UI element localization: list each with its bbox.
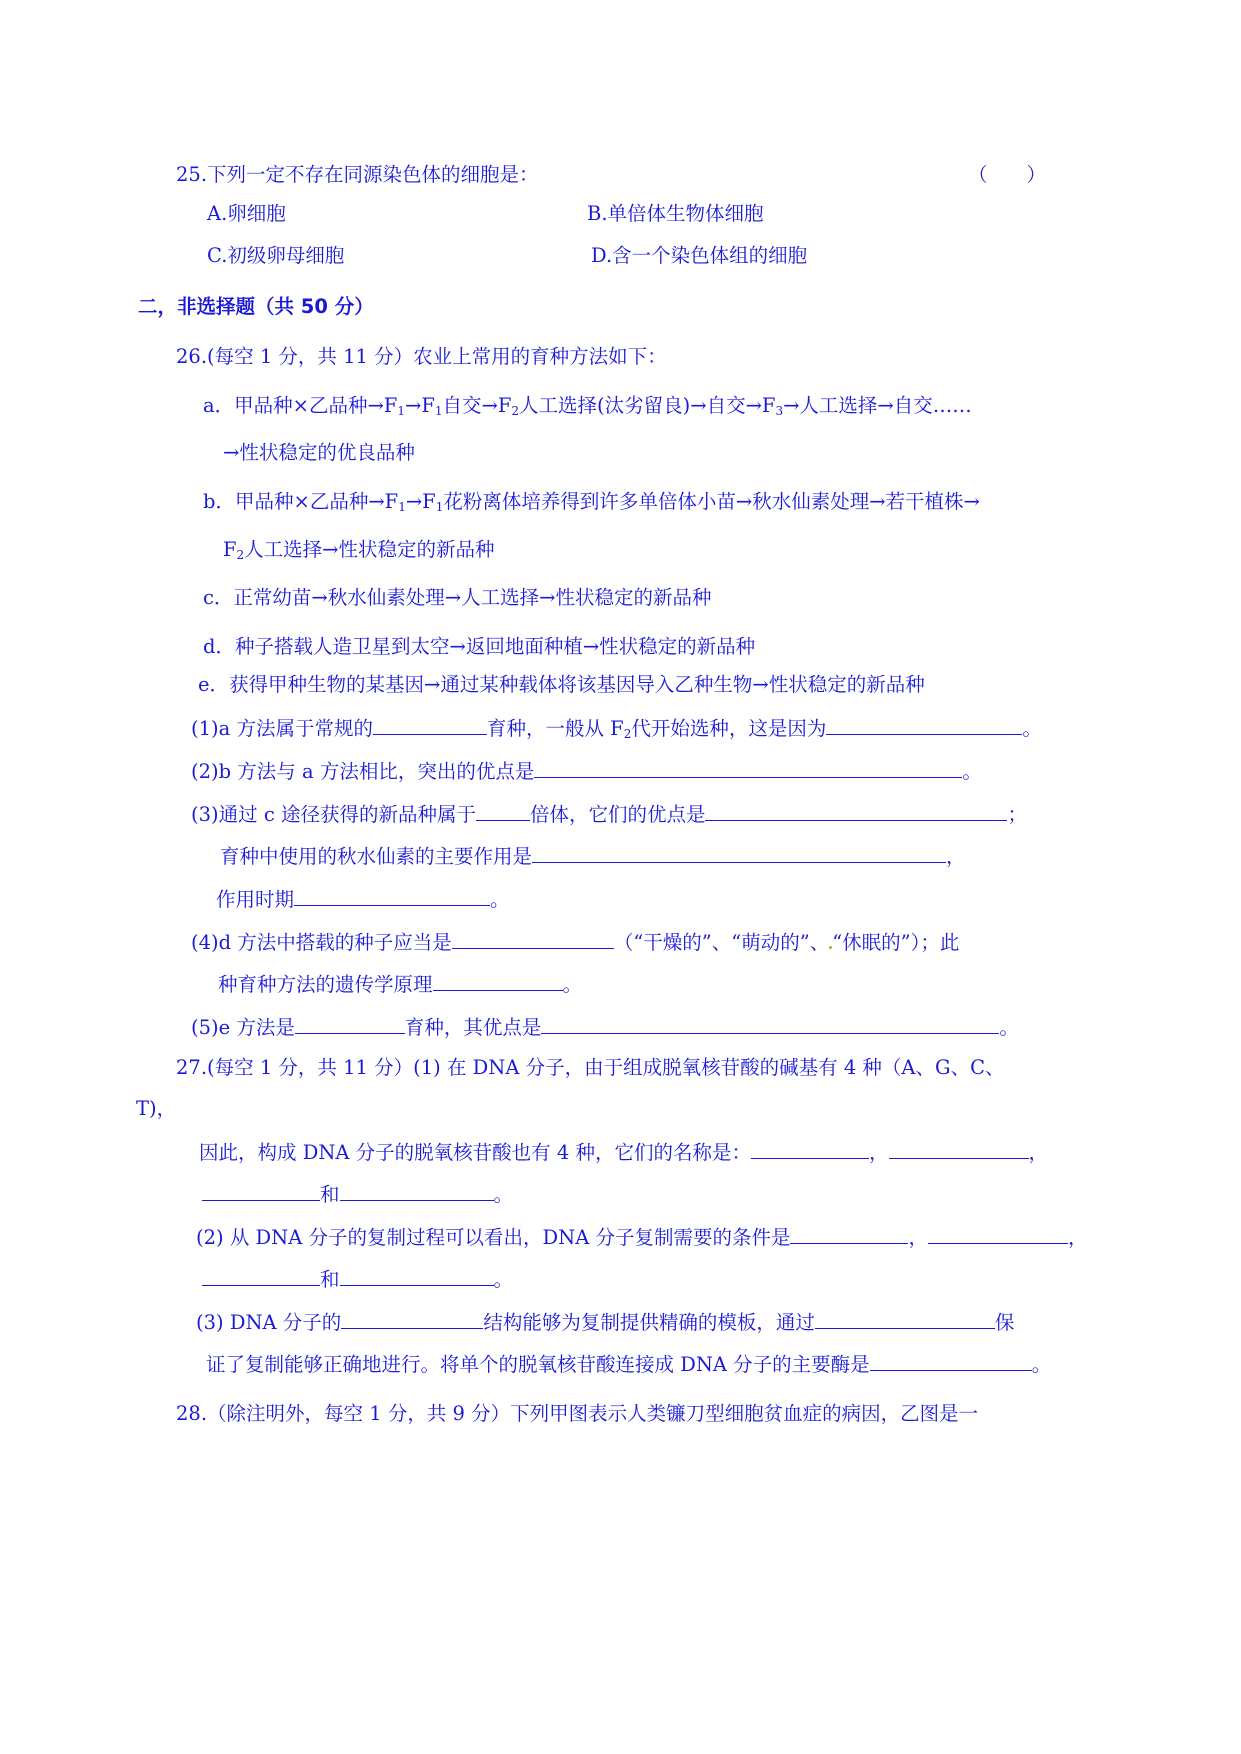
q25-answer-paren: （ ） — [968, 163, 1047, 186]
answer-blank[interactable] — [928, 1226, 1068, 1244]
answer-blank[interactable] — [452, 931, 614, 949]
text: →F — [405, 490, 436, 513]
answer-blank[interactable] — [202, 1183, 320, 1201]
text: 。 — [962, 760, 982, 783]
q26-part2 — [191, 760, 982, 782]
answer-blank[interactable] — [340, 1183, 494, 1201]
q27-stem-line2: T)， — [136, 1097, 177, 1120]
answer-blank[interactable] — [294, 888, 490, 906]
q26-part5 — [191, 1016, 1019, 1038]
text: (2) 从 DNA 分子的复制过程可以看出，DNA 分子复制需要的条件是 — [196, 1226, 791, 1249]
text: 人工选择(汰劣留良)→自交→F — [519, 394, 776, 417]
q27-part2-line2 — [202, 1268, 513, 1290]
q27-part2 — [196, 1226, 1088, 1248]
q25-option-c: C.初级卵母细胞 — [207, 244, 345, 267]
text: (3)通过 c 途径获得的新品种属于 — [191, 803, 476, 826]
q26-method-d: d．种子搭载人造卫星到太空→返回地面种植→性状稳定的新品种 — [203, 635, 756, 658]
q27-part1-line2 — [202, 1183, 513, 1205]
text: ； — [1007, 803, 1027, 826]
text: 育种，其优点是 — [404, 1016, 542, 1039]
text: 。 — [493, 1183, 514, 1206]
q25-option-a: A.卵细胞 — [207, 202, 286, 225]
text: 保 — [994, 1311, 1015, 1334]
text: →人工选择→自交…… — [783, 394, 972, 417]
text: 自交→F — [442, 394, 512, 417]
subscript: 1 — [434, 404, 443, 418]
text: →F — [404, 394, 435, 417]
text: (2)b 方法与 a 方法相比，突出的优点是 — [191, 760, 535, 783]
subscript: 3 — [775, 404, 784, 418]
q25-stem: 25.下列一定不存在同源染色体的细胞是： — [176, 163, 539, 186]
q26-method-e: e．获得甲种生物的某基因→通过某种载体将该基因导入乙种生物→性状稳定的新品种 — [198, 673, 925, 696]
q26-method-a-line2: →性状稳定的优良品种 — [223, 441, 415, 464]
q26-part4-line2 — [218, 973, 582, 995]
text: （“干燥的”、“萌动的”、 — [613, 931, 830, 954]
q26-method-c: c．正常幼苗→秋水仙素处理→人工选择→性状稳定的新品种 — [203, 586, 712, 609]
text: 花粉离体培养得到许多单倍体小苗→秋水仙素处理→若干植株→ — [443, 490, 980, 513]
q26-method-b-line1 — [203, 492, 980, 512]
q26-part4 — [191, 931, 959, 953]
q26-method-a-line1 — [203, 396, 972, 416]
subscript: 2 — [511, 404, 520, 418]
text: ， — [1068, 1226, 1088, 1249]
text: (5)e 方法是 — [191, 1016, 295, 1039]
text: 和 — [320, 1183, 340, 1206]
subscript: 1 — [435, 500, 444, 514]
text: 作用时期 — [216, 888, 295, 911]
answer-blank[interactable] — [534, 760, 962, 778]
section-title: 二，非选择题（共 50 分） — [138, 295, 374, 318]
text: 。 — [1022, 717, 1042, 740]
q25-option-d: D.含一个染色体组的细胞 — [591, 244, 808, 267]
q26-part1 — [191, 717, 1042, 739]
text: 和 — [320, 1268, 340, 1291]
q27-part1 — [199, 1141, 1048, 1163]
text: 代开始选种，这是因为 — [631, 717, 827, 740]
text: ， — [1028, 1141, 1049, 1164]
text: 。 — [999, 1016, 1019, 1039]
text: 。 — [562, 973, 583, 996]
text: (1)a 方法属于常规的 — [191, 717, 373, 740]
q26-part3-line3 — [216, 888, 510, 910]
text: 种育种方法的遗传学原理 — [218, 973, 433, 996]
answer-blank[interactable] — [202, 1268, 320, 1286]
answer-blank[interactable] — [476, 803, 530, 821]
subscript: 2 — [236, 548, 245, 562]
answer-blank[interactable] — [341, 1311, 483, 1329]
answer-blank[interactable] — [433, 973, 563, 991]
subscript: 1 — [398, 500, 406, 514]
q26-stem: 26.(每空 1 分，共 11 分）农业上常用的育种方法如下： — [176, 345, 667, 368]
answer-blank[interactable] — [889, 1141, 1029, 1159]
answer-blank[interactable] — [751, 1141, 869, 1159]
text: b．甲品种×乙品种→F — [203, 490, 399, 513]
text: F — [223, 538, 237, 561]
text: 。 — [493, 1268, 514, 1291]
text: 育种中使用的秋水仙素的主要作用是 — [220, 845, 533, 868]
answer-blank[interactable] — [790, 1226, 908, 1244]
text: 。 — [1031, 1353, 1052, 1376]
answer-blank[interactable] — [815, 1311, 995, 1329]
text: a．甲品种×乙品种→F — [203, 394, 398, 417]
q27-part3-line2 — [206, 1353, 1051, 1375]
text: 因此，构成 DNA 分子的脱氧核苷酸也有 4 种，它们的名称是： — [199, 1141, 751, 1164]
text: 倍体，它们的优点是 — [529, 803, 706, 826]
text: ， — [946, 845, 966, 868]
answer-blank[interactable] — [870, 1353, 1032, 1371]
text: 。 — [490, 888, 510, 911]
answer-blank[interactable] — [541, 1016, 999, 1034]
text: 育种，一般从 F — [486, 717, 624, 740]
q27-stem: 27.(每空 1 分，共 11 分）(1) 在 DNA 分子，由于组成脱氧核苷酸的碱基有 4 种（A、G、C、 — [176, 1056, 1005, 1079]
q26-part3 — [191, 803, 1027, 825]
q26-part3-line2 — [220, 845, 966, 867]
q25-option-b: B.单倍体生物体细胞 — [587, 202, 764, 225]
text: (4)d 方法中搭载的种子应当是 — [191, 931, 452, 954]
text: 结构能够为复制提供精确的模板，通过 — [483, 1311, 815, 1334]
subscript: 1 — [397, 404, 405, 418]
answer-blank[interactable] — [705, 803, 1007, 821]
text: 人工选择→性状稳定的新品种 — [244, 538, 495, 561]
q27-part3 — [196, 1311, 1014, 1333]
answer-blank[interactable] — [295, 1016, 405, 1034]
q28-stem: 28.（除注明外，每空 1 分，共 9 分）下列甲图表示人类镰刀型细胞贫血症的病因，乙图是一 — [176, 1402, 979, 1425]
text: “休眠的”）；此 — [832, 931, 960, 954]
text: ， — [908, 1226, 928, 1249]
q26-method-b-line2 — [223, 540, 495, 560]
answer-blank[interactable] — [340, 1268, 494, 1286]
subscript: 2 — [623, 727, 632, 741]
answer-blank[interactable] — [826, 717, 1022, 735]
answer-blank[interactable] — [373, 717, 487, 735]
text: 证了复制能够正确地进行。将单个的脱氧核苷酸连接成 DNA 分子的主要酶是 — [206, 1353, 870, 1376]
text: ， — [868, 1141, 889, 1164]
answer-blank[interactable] — [532, 845, 946, 863]
text: (3) DNA 分子的 — [196, 1311, 342, 1334]
